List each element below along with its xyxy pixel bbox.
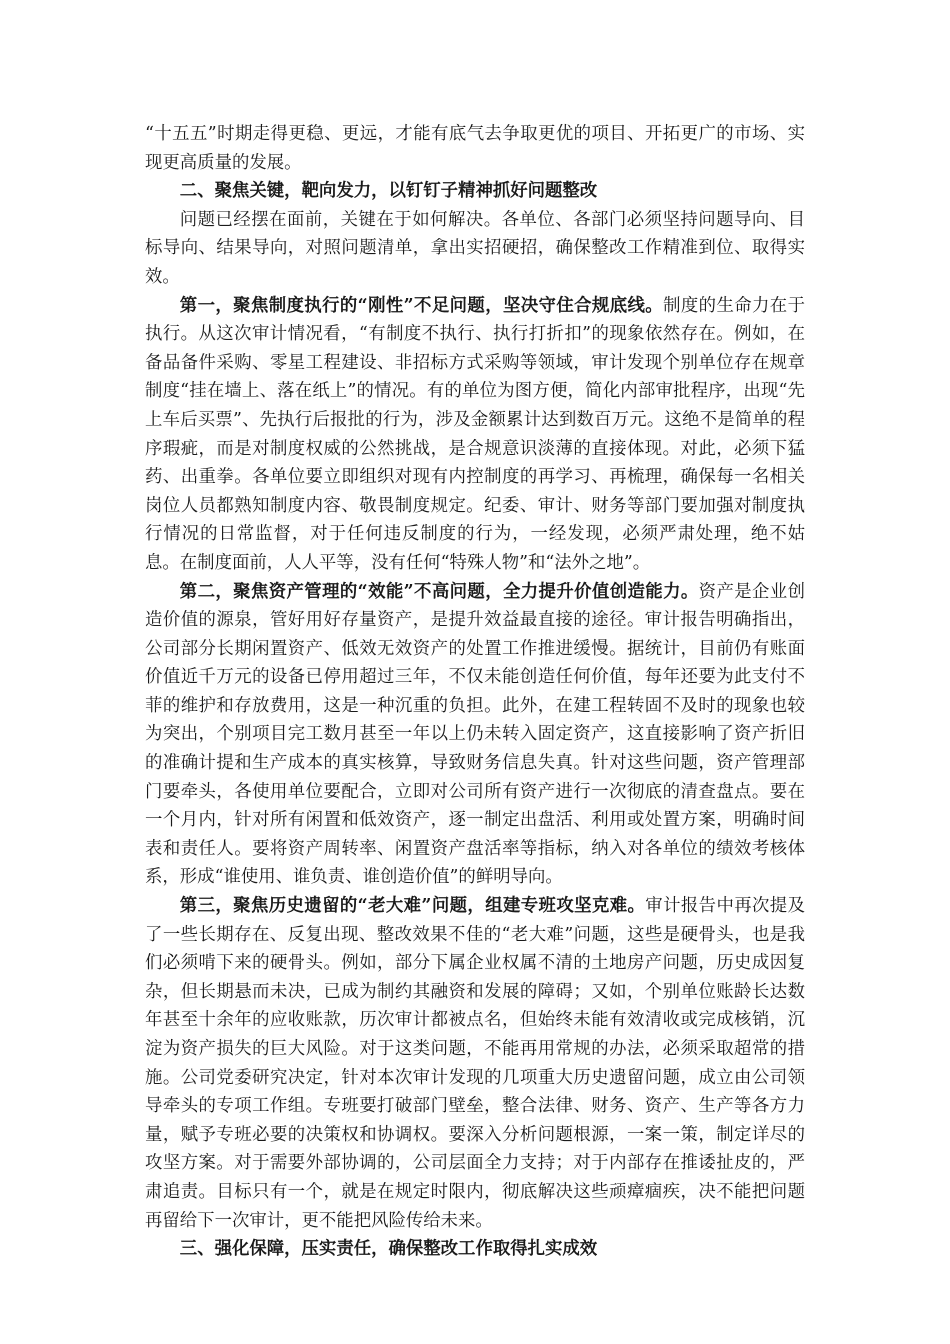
point-1-lead: 第一，聚焦制度执行的“刚性”不足问题，坚决守住合规底线。: [179, 295, 664, 316]
section-heading-2: 二、聚焦关键，靶向发力，以钉钉子精神抓好问题整改: [179, 181, 598, 202]
point-1-body: 制度的生命力在于执行。从这次审计情况看，“有制度不执行、执行打折扣”的现象依然存在。例如，在备品备件采购、零星工程建设、非招标方式采购等领域，审计发现个别单位存在规章制度“挂在墙上、落在纸上”的情况。有的单位为图方便，简化内部审批程序，出现“先上车后买票”、先执行后报批的行为，涉及金额累计达到数百万元。这绝不是简单的程序瑕疵，而是对制度权威的公然挑战，是合规意识淡薄的直接体现。对此，必须下猛药、出重拳。各单位要立即组织对现有内控制度的再学习、再梳理，确保每一名相关岗位人员都熟知制度内容、敬畏制度规定。纪委、审计、财务等部门要加强对制度执行情况的日常监督，对于任何违反制度的行为，一经发现，必须严肃处理，绝不姑息。在制度面前，人人平等，没有任何“特殊人物”和“法外之地”。: [145, 295, 805, 573]
paragraph-point-3: [145, 892, 805, 1235]
point-2-body: 资产是企业创造价值的源泉，管好用好存量资产，是提升效益最直接的途径。审计报告明确指出，公司部分长期闲置资产、低效无效资产的处置工作推进缓慢。据统计，目前仍有账面价值近千万元的设备已停用超过三年，不仅未能创造任何价值，每年还要为此支付不菲的维护和存放费用，这是一种沉重的负担。此外，在建工程转固不及时的现象也较为突出，个别项目完工数月甚至一年以上仍未转入固定资产，这直接影响了资产折旧的准确计提和生产成本的真实核算，导致财务信息失真。针对这些问题，资产管理部门要牵头，各使用单位要配合，立即对公司所有资产进行一次彻底的清查盘点。要在一个月内，针对所有闲置和低效资产，逐一制定出盘活、利用或处置方案，明确时间表和责任人。要将资产周转率、闲置资产盘活率等指标，纳入对各单位的绩效考核体系，形成“谁使用、谁负责、谁创造价值”的鲜明导向。: [145, 581, 805, 888]
point-3-lead: 第三，聚焦历史遗留的“老大难”问题，组建专班攻坚克难。: [179, 896, 646, 917]
paragraph-problem-solving: 问题已经摆在面前，关键在于如何解决。各单位、各部门必须坚持问题导向、目标导向、结果导向，对照问题清单，拿出实招硬招，确保整改工作精准到位、取得实效。: [145, 209, 805, 287]
document-page: [145, 120, 805, 1264]
paragraph-continuation: “十五五”时期走得更稳、更远，才能有底气去争取更优的项目、开拓更广的市场、实现更高质量的发展。: [145, 124, 805, 173]
paragraph-point-1: [145, 292, 805, 578]
paragraph-point-2: [145, 578, 805, 893]
point-2-lead: 第二，聚焦资产管理的“效能”不高问题，全力提升价值创造能力。: [179, 581, 699, 602]
point-3-body: 审计报告中再次提及了一些长期存在、反复出现、整改效果不佳的“老大难”问题，这些是硬骨头，也是我们必须啃下来的硬骨头。例如，部分下属企业权属不清的土地房产问题，历史成因复杂，但长期悬而未决，已成为制约其融资和发展的障碍；又如，个别单位账龄长达数年甚至十余年的应收账款，历次审计都被点名，但始终未能有效清收或完成核销，沉淀为资产损失的巨大风险。对于这类问题，不能再用常规的办法，必须采取超常的措施。公司党委研究决定，针对本次审计发现的几项重大历史遗留问题，成立由公司领导牵头的专项工作组。专班要打破部门壁垒，整合法律、财务、资产、生产等各方力量，赋予专班必要的决策权和协调权。要深入分析问题根源，一案一策，制定详尽的攻坚方案。对于需要外部协调的，公司层面全力支持；对于内部存在推诿扯皮的，严肃追责。目标只有一个，就是在规定时限内，彻底解决这些顽瘴痼疾，决不能把问题再留给下一次审计，更不能把风险传给未来。: [145, 896, 805, 1231]
section-heading-3: 三、强化保障，压实责任，确保整改工作取得扎实成效: [179, 1239, 598, 1260]
